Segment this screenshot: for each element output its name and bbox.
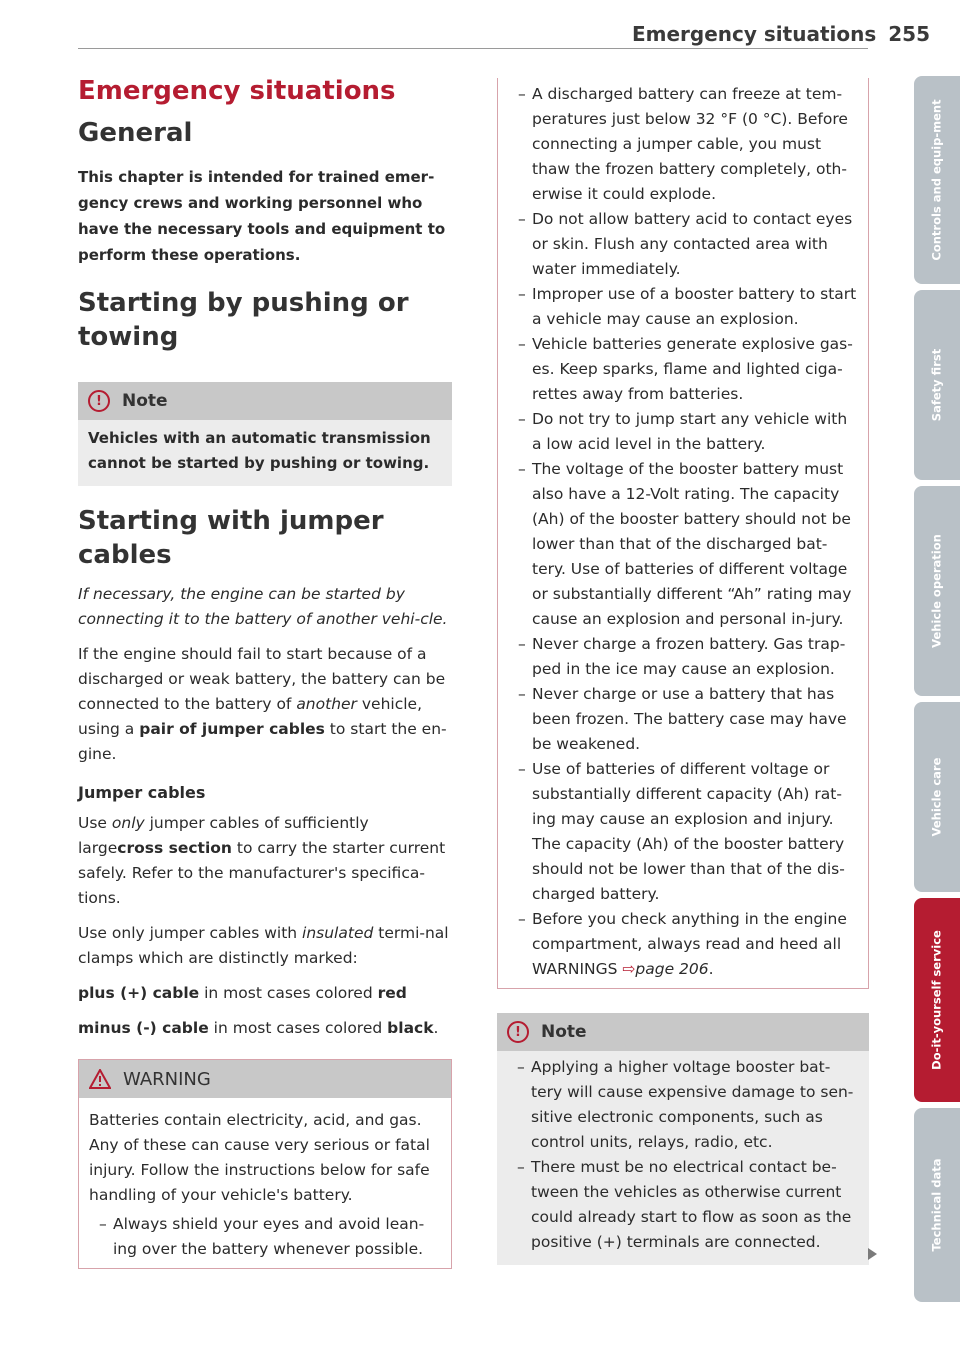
push-heading: Starting by pushing or towing [78, 288, 409, 352]
text-run-italic: insulated [302, 924, 374, 942]
list-item-text: There must be no electrical contact be-tween the vehicles as otherwise current could already start to flow as soon as the positive (+) terminals are connected. [531, 1158, 852, 1251]
note-title: Note [122, 391, 168, 411]
text-run: Use only jumper cables with [78, 924, 303, 942]
list-item: – Always shield your eyes and avoid lean-ing over the battery whenever possible. [99, 1215, 425, 1258]
list-item: – Do not allow battery acid to contact eyes or skin. Flush any contacted area with water immediately. [518, 210, 853, 278]
list-item: – Never charge a frozen battery. Gas trap-ped in the ice may cause an explosion. [518, 635, 846, 678]
tab-label: Vehicle operation [929, 534, 944, 648]
tab-label: Technical data [929, 1158, 944, 1252]
text-run-italic: only [111, 814, 145, 832]
warning-header [79, 1060, 451, 1098]
jumper-cables-subhead: Jumper cables [78, 783, 206, 802]
warning-text: Batteries contain electricity, acid, and gas. Any of these can cause very serious or fatal injury. Follow the instructions below for safe handling of your vehicle's battery. [89, 1111, 430, 1204]
text-run-bold: cross section [117, 839, 232, 857]
list-item-text: Improper use of a booster battery to start a vehicle may cause an explosion. [532, 285, 857, 328]
tab-technical-data[interactable] [914, 1108, 960, 1302]
list-item-text: Before you check anything in the engine compartment, always read and heed all WARNINGS [532, 910, 847, 978]
list-item-text: Never charge or use a battery that has been frozen. The battery case may have be weakened. [532, 685, 847, 753]
page-reference-link[interactable]: page 206 [635, 960, 709, 978]
jumper-intro: If necessary, the engine can be started by connecting it to the battery of another vehi-cle. [78, 585, 448, 628]
text-run: If the engine should fail to start because of a discharged or weak battery, the battery can be connected to the battery of [78, 645, 446, 713]
list-item: – The voltage of the booster battery must also have a 12-Volt rating. The capacity (Ah) of the booster battery should not be lower than that of the discharged bat-tery. Use of batteries of different voltage or substantially different “Ah” rating may cause an explosion and personal in-jury. [518, 460, 852, 628]
text-run-bold: plus (+) cable [78, 984, 200, 1002]
running-head-title: Emergency situations [631, 22, 877, 46]
note-box-jumper [497, 1013, 869, 1265]
tab-vehicle-operation[interactable] [914, 486, 960, 696]
text-run: in most cases colored [199, 984, 378, 1002]
jumper-heading: Starting with jumper cables [78, 506, 384, 570]
warning-box [78, 1059, 452, 1269]
text-run-bold: pair of jumper cables [139, 720, 325, 738]
tab-label: Do-it-yourself service [929, 930, 944, 1070]
running-head [632, 22, 930, 46]
note-list [507, 1055, 859, 1255]
list-item: – There must be no electrical contact be-tween the vehicles as otherwise current could already start to flow as soon as the positive (+) terminals are connected. [517, 1158, 852, 1251]
note-header [497, 1013, 869, 1051]
list-item: – Vehicle batteries generate explosive gas-es. Keep sparks, flame and lighted ciga-rettes away from batteries. [518, 335, 853, 403]
list-item: – Applying a higher voltage booster bat-tery will cause expensive damage to sen-sitive electronic components, such as control units, relays, radio, etc. [517, 1058, 854, 1151]
list-item-text: Use of batteries of different voltage or substantially different capacity (Ah) rat-ing may cause an explosion and injury. The capacity (Ah) of the booster battery should not be lower than that of the dis-charged battery. [532, 760, 845, 903]
warning-continuation [497, 78, 869, 989]
tab-label: Vehicle care [929, 757, 944, 837]
warning-title: WARNING [123, 1068, 211, 1090]
text-run: to carry the starter current safely. Refer to the manufacturer's specifica-tions. [78, 839, 446, 907]
text-run: termi-nal clamps which are distinctly marked: [78, 924, 449, 967]
list-item-text: Do not allow battery acid to contact eyes or skin. Flush any contacted area with water immediately. [532, 210, 853, 278]
clamps-paragraph [78, 921, 452, 971]
list-item-text: The voltage of the booster battery must also have a 12-Volt rating. The capacity (Ah) of the booster battery should not be lower than that of the discharged bat-tery. Use of batteries of different voltage or substantially different “Ah” rating may cause an explosion and personal in-jury. [532, 460, 852, 628]
text-run: jumper cables of sufficiently large [78, 814, 369, 857]
jumper-paragraph [78, 642, 452, 767]
tab-safety[interactable] [914, 290, 960, 480]
cables-paragraph [78, 811, 452, 911]
text-run: to start the en-gine. [78, 720, 447, 763]
text-run-bold: black [387, 1019, 434, 1037]
left-column [78, 74, 452, 1269]
list-item: – Never charge or use a battery that has been frozen. The battery case may have be weakened. [518, 685, 847, 753]
general-lead: This chapter is intended for trained emer-gency crews and working personnel who have the necessary tools and equipment to perform these operations. [78, 168, 446, 264]
note-icon: ! [88, 390, 110, 412]
text-run-bold: red [377, 984, 407, 1002]
list-item-text: A discharged battery can freeze at tem-peratures just below 32 °F (0 °C). Before connecting a jumper cable, you must thaw the frozen battery completely, oth-erwise it could explode. [532, 85, 848, 203]
list-item: – Do not try to jump start any vehicle with a low acid level in the battery. [518, 410, 848, 453]
page-number: 255 [888, 22, 930, 46]
tab-label: Controls and equip-ment [929, 99, 944, 261]
chapter-title: Emergency situations [78, 76, 396, 106]
note-text: Vehicles with an automatic transmission cannot be started by pushing or towing. [88, 429, 431, 472]
general-heading: General [78, 118, 193, 148]
minus-cable-line [78, 1016, 452, 1041]
warning-list-continued [508, 82, 858, 982]
header-rule [78, 48, 868, 49]
plus-cable-line [78, 981, 452, 1006]
list-item-text: Always shield your eyes and avoid lean-ing over the battery whenever possible. [113, 1215, 425, 1258]
warning-triangle-icon [89, 1069, 111, 1089]
note-icon: ! [507, 1021, 529, 1043]
text-run: Use [78, 814, 112, 832]
list-item-text: Do not try to jump start any vehicle with a low acid level in the battery. [532, 410, 848, 453]
list-item-text: Never charge a frozen battery. Gas trap-ped in the ice may cause an explosion. [532, 635, 846, 678]
list-item: – Use of batteries of different voltage or substantially different capacity (Ah) rat-ing may cause an explosion and injury. The capacity (Ah) of the booster battery should not be lower than that of the dis-charged battery. [518, 760, 845, 903]
right-column [497, 78, 869, 1265]
text-run: . [433, 1019, 439, 1037]
text-run: . [708, 960, 714, 978]
tab-label: Safety first [929, 348, 944, 422]
list-item-text: Vehicle batteries generate explosive gas-es. Keep sparks, flame and lighted ciga-rettes away from batteries. [532, 335, 853, 403]
note-box-push [78, 382, 452, 486]
tab-vehicle-care[interactable] [914, 702, 960, 892]
note-header [78, 382, 452, 420]
continue-arrow-icon [868, 1248, 877, 1260]
list-item: – A discharged battery can freeze at tem-peratures just below 32 °F (0 °C). Before connecting a jumper cable, you must thaw the frozen battery completely, oth-erwise it could explode. [518, 85, 848, 203]
warning-body [79, 1098, 451, 1268]
text-run-italic: another [296, 695, 357, 713]
list-item-text: Applying a higher voltage booster bat-tery will cause expensive damage to sen-sitive electronic components, such as control units, relays, radio, etc. [531, 1058, 854, 1151]
note-body [497, 1051, 869, 1265]
list-item: – Before you check anything in the engine compartment, always read and heed all WARNINGS ⇨page 206. [518, 910, 847, 978]
warning-list [89, 1212, 441, 1262]
page-ref-arrow-icon: ⇨ [622, 960, 636, 978]
note-title: Note [541, 1022, 587, 1042]
list-item: – Improper use of a booster battery to start a vehicle may cause an explosion. [518, 285, 857, 328]
text-run: in most cases colored [208, 1019, 388, 1037]
tab-do-it-yourself[interactable] [914, 898, 960, 1102]
text-run-bold: minus (-) cable [78, 1019, 209, 1037]
text-run: vehicle, using a [78, 695, 422, 738]
tab-controls[interactable] [914, 76, 960, 284]
